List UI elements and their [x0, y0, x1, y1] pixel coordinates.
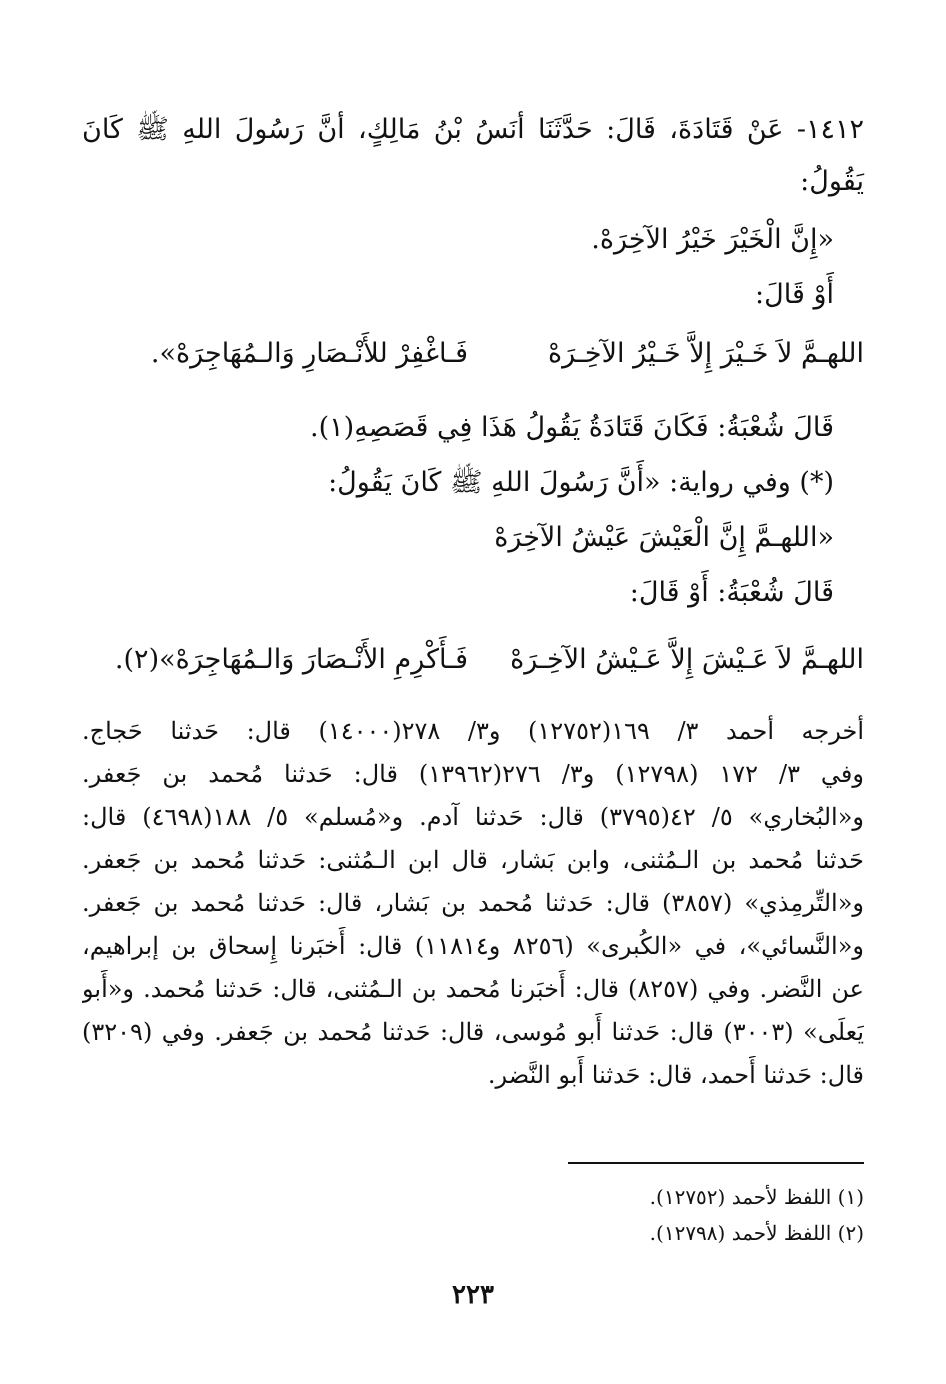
verse-2-first-hemistich: اللهـمَّ لاَ عَـيْشَ إِلاَّ عَـيْشُ الآخِـرَهْ	[510, 644, 864, 675]
footnote-separator	[568, 1162, 864, 1164]
source-line-4: حَدثنا مُحمد بن الـمُثنى، وابن بَشار، قال ابن الـمُثنى: حَدثنا مُحمد بن جَعفر.	[82, 846, 864, 874]
hadith-line-4: أَوْ قَالَ:	[755, 279, 834, 310]
hadith-line-1: ١٤١٢- عَنْ قَتَادَةَ، قَالَ: حَدَّثَنَا أَنَسُ بْنُ مَالِكٍ، أَنَّ رَسُولَ اللهِ ﷺ كَانَ	[82, 114, 864, 145]
hadith-line-8: «اللهـمَّ إِنَّ الْعَيْشَ عَيْشُ الآخِرَهْ	[494, 522, 834, 553]
page-number: ٢٢٣	[452, 1280, 494, 1310]
verse-1-second-hemistich: فَـاغْفِرْ للأَنْـصَارِ وَالـمُهَاجِرَهْ».	[150, 338, 468, 369]
source-line-9: قال: حَدثنا أَحمد، قال: حَدثنا أَبو النَّضر.	[487, 1061, 864, 1089]
source-line-5: و«التِّرمِذي» (٣٨٥٧) قال: حَدثنا مُحمد بن بَشار، قال: حَدثنا مُحمد بن جَعفر.	[82, 889, 864, 917]
source-line-3: و«البُخاري» ٥/ ٤٢(٣٧٩٥) قال: حَدثنا آدم. و«مُسلم» ٥/ ١٨٨(٤٦٩٨) قال:	[82, 803, 864, 831]
hadith-line-7: (*) وفي رواية: «أَنَّ رَسُولَ اللهِ ﷺ كَانَ يَقُولُ:	[328, 467, 834, 498]
source-line-2: وفي ٣/ ١٧٢ (١٢٧٩٨) و٣/ ٢٧٦(١٣٩٦٢) قال: حَدثنا مُحمد بن جَعفر.	[82, 760, 864, 788]
hadith-line-6: قَالَ شُعْبَةُ: فَكَانَ قَتَادَةُ يَقُولُ هَذَا فِي قَصَصِهِ(١).	[310, 412, 834, 443]
source-line-1: أخرجه أحمد ٣/ ١٦٩(١٢٧٥٢) و٣/ ٢٧٨(١٤٠٠٠) قال: حَدثنا حَجاج.	[82, 717, 864, 745]
hadith-line-2: يَقُولُ:	[800, 166, 864, 197]
hadith-line-3: «إِنَّ الْخَيْرَ خَيْرُ الآخِرَهْ.	[591, 224, 834, 255]
verse-1-first-hemistich: اللهـمَّ لاَ خَـيْرَ إِلاَّ خَـيْرُ الآخِـرَهْ	[547, 338, 864, 369]
footnote-1: (١) اللفظ لأحمد (١٢٧٥٢).	[649, 1185, 864, 1209]
footnote-2: (٢) اللفظ لأحمد (١٢٧٩٨).	[649, 1221, 864, 1245]
source-line-6: و«النَّسائي»، في «الكُبرى» (٨٢٥٦ و١١٨١٤) قال: أَخبَرنا إِسحاق بن إبراهيم،	[82, 932, 864, 960]
source-line-7: عن النَّضر. وفي (٨٢٥٧) قال: أَخبَرنا مُحمد بن الـمُثنى، قال: حَدثنا مُحمد. و«أَبو	[82, 975, 864, 1003]
verse-2-second-hemistich: فَـأَكْرِمِ الأَنْـصَارَ وَالـمُهَاجِرَهْ»(٢).	[114, 644, 468, 675]
source-line-8: يَعلَى» (٣٠٠٣) قال: حَدثنا أَبو مُوسى، قال: حَدثنا مُحمد بن جَعفر. وفي (٣٢٠٩)	[82, 1018, 864, 1046]
hadith-line-9: قَالَ شُعْبَةُ: أَوْ قَالَ:	[629, 577, 834, 608]
